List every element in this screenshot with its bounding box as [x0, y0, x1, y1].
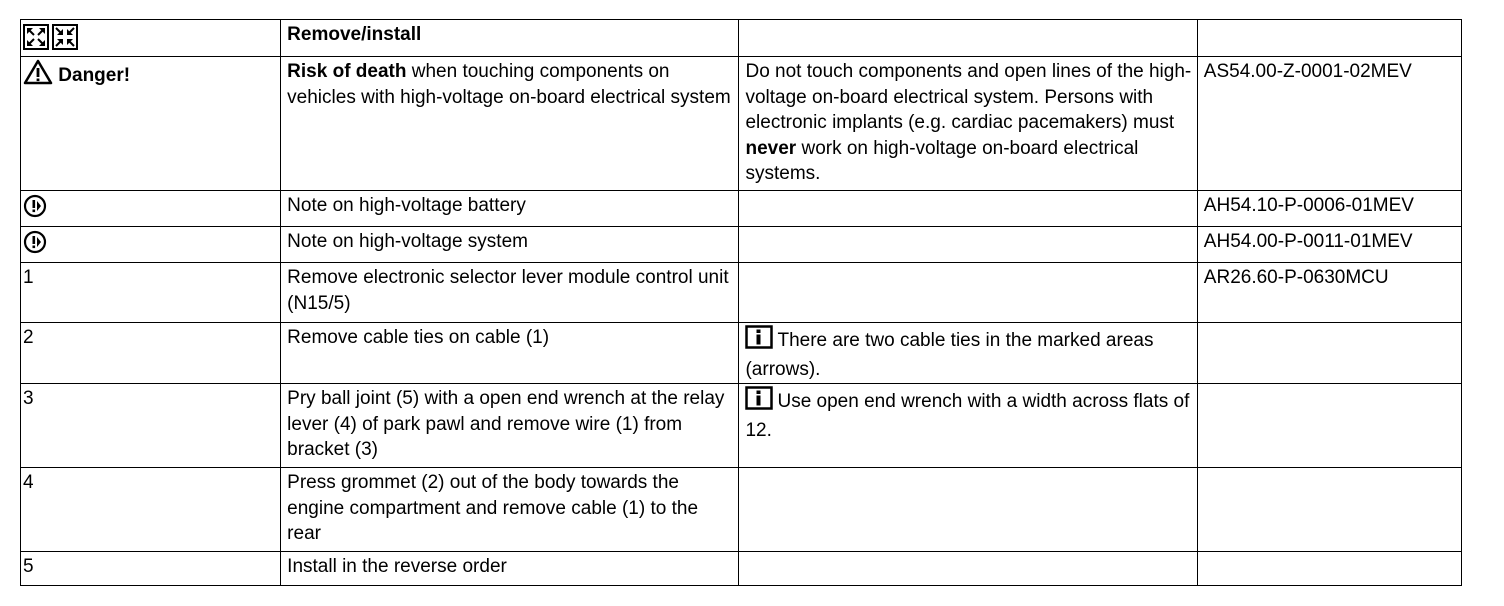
step-ref-link[interactable]: AR26.60-P-0630MCU — [1197, 263, 1461, 323]
note-icon-cell — [21, 191, 281, 227]
header-empty-cell — [1197, 20, 1461, 57]
step-row — [21, 384, 1462, 468]
step-row — [21, 323, 1462, 384]
note-row — [21, 227, 1462, 263]
step-text: Remove cable ties on cable (1) — [281, 323, 739, 384]
procedure-table — [20, 19, 1462, 586]
step-row — [21, 468, 1462, 552]
note-empty-cell — [739, 227, 1197, 263]
procedure-table-container — [20, 19, 1462, 586]
step-info-cell — [739, 384, 1197, 468]
step-info-cell — [739, 263, 1197, 323]
danger-row — [21, 57, 1462, 191]
note-circle-icon — [23, 230, 47, 254]
step-row — [21, 263, 1462, 323]
header-title: Remove/install — [281, 20, 739, 57]
risk-text: when touching components on vehicles with high-voltage on-board electrical system — [287, 61, 731, 108]
info-icon — [745, 386, 773, 410]
step-text: Press grommet (2) out of the body towards the engine compartment and remove cable (1) to the rear — [281, 468, 739, 552]
step-ref-empty — [1197, 384, 1461, 468]
header-icons-cell — [21, 20, 281, 57]
collapse-icon — [52, 24, 78, 50]
danger-label-cell — [21, 57, 281, 191]
note-icon-cell — [21, 227, 281, 263]
instruction-bold-text: never — [745, 137, 797, 159]
note-circle-icon — [23, 194, 47, 218]
danger-ref-link[interactable]: AS54.00-Z-0001-02MEV — [1197, 57, 1461, 191]
note-ref-link[interactable]: AH54.10-P-0006-01MEV — [1197, 191, 1461, 227]
step-info-cell — [739, 468, 1197, 552]
step-text: Install in the reverse order — [281, 552, 739, 586]
info-text: Use open end wrench with a width across flats of 12. — [745, 391, 1190, 441]
step-text: Remove electronic selector lever module control unit (N15/5) — [281, 263, 739, 323]
note-text: Note on high-voltage system — [281, 227, 739, 263]
step-number: 1 — [21, 263, 281, 323]
header-empty-cell — [739, 20, 1197, 57]
note-text: Note on high-voltage battery — [281, 191, 739, 227]
step-info-cell — [739, 323, 1197, 384]
info-icon — [745, 325, 773, 349]
step-ref-empty — [1197, 552, 1461, 586]
step-number: 3 — [21, 384, 281, 468]
step-ref-empty — [1197, 468, 1461, 552]
danger-label: Danger! — [58, 65, 131, 86]
warning-triangle-icon — [23, 59, 53, 85]
instruction-text: Do not touch components and open lines of the high-voltage on-board electrical system. Persons with electronic implants (e.g. cardiac pacemakers) must — [745, 61, 1192, 133]
note-row — [21, 191, 1462, 227]
risk-bold-text: Risk of death — [287, 61, 407, 82]
step-info-cell — [739, 552, 1197, 586]
note-empty-cell — [739, 191, 1197, 227]
step-number: 5 — [21, 552, 281, 586]
danger-risk-cell — [281, 57, 739, 191]
instruction-text-end: work on high-voltage on-board electrical systems. — [745, 137, 1139, 184]
step-row — [21, 552, 1462, 586]
step-text: Pry ball joint (5) with a open end wrench at the relay lever (4) of park pawl and remove wire (1) from bracket (3) — [281, 384, 739, 468]
expand-icon — [23, 24, 49, 50]
step-number: 4 — [21, 468, 281, 552]
step-ref-empty — [1197, 323, 1461, 384]
step-number: 2 — [21, 323, 281, 384]
note-ref-link[interactable]: AH54.00-P-0011-01MEV — [1197, 227, 1461, 263]
danger-instruction-cell — [739, 57, 1197, 191]
header-row — [21, 20, 1462, 57]
info-text: There are two cable ties in the marked areas (arrows). — [745, 330, 1154, 380]
